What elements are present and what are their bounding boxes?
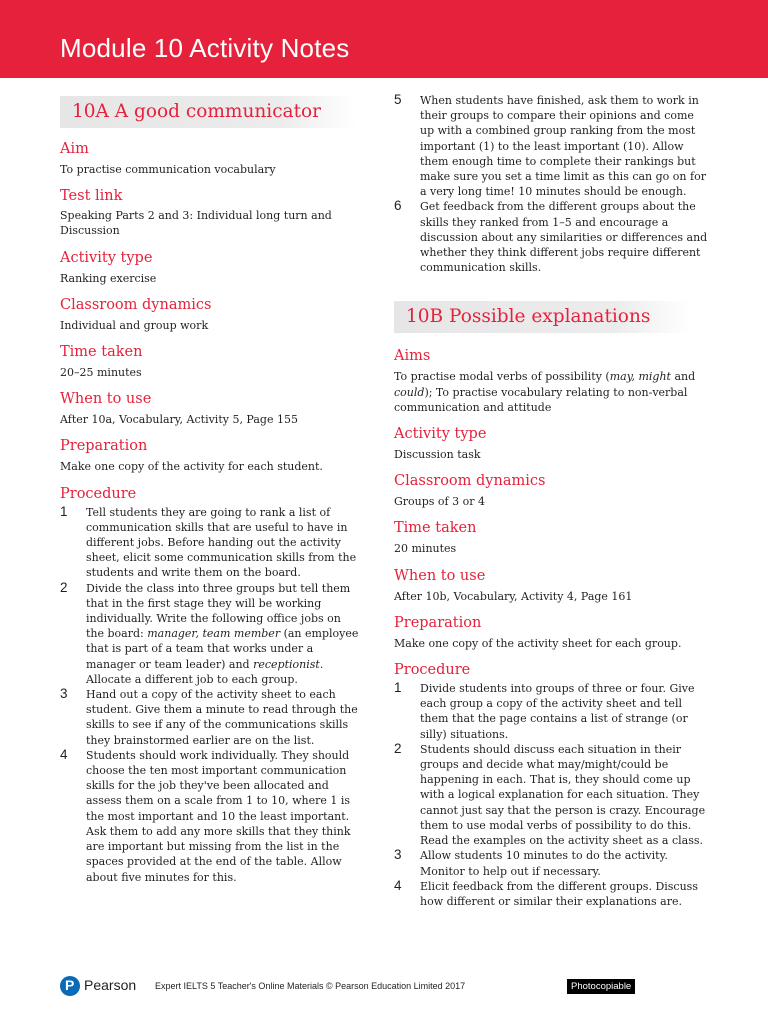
step-text: Students should discuss each situation in their groups and decide what may/might/could be happening in each. That is, they should come up with a logical explanation for each situation. They cannot just say that the person is crazy. Encourage them to use modal verbs of possibility to do this. Read the examples on the activity sheet as a class. [420, 742, 706, 848]
when-to-use-heading: When to use [60, 391, 152, 408]
procedure-heading: Procedure [60, 485, 137, 502]
step-number: 2 [60, 579, 68, 595]
preparation-text: Make one copy of the activity sheet for each group. [394, 636, 682, 650]
procedure-heading: Procedure [394, 662, 471, 679]
step-text: Students should work individually. They should choose the ten most important communication skills for the job they've been allocated and assess them on a scale from 1 to 10, where 1 is the most important and 10 the least important. Ask them to add any more skills that they think are important but missing from the list in the spaces provided at the end of the table. Allow about five minutes for this. [86, 748, 351, 884]
step-number: 3 [394, 847, 402, 863]
activity-type-text: Ranking exercise [60, 271, 157, 285]
step-text: Divide the class into three groups but tell them that in the first stage they will be working individually. Write the following office jobs on the board: manager, team member (an employee that is part of a team that works under a manager or team leader) and receptionist. Allocate a different job to each group. [86, 581, 359, 686]
column-left [60, 96, 360, 885]
list-item [394, 879, 710, 909]
page-title: Module 10 Activity Notes [60, 33, 350, 63]
time-taken-text: 20 minutes [394, 542, 457, 556]
classroom-dynamics-heading: Classroom dynamics [394, 473, 546, 490]
procedure-list [60, 505, 360, 885]
column-right [394, 93, 710, 909]
activity-type-heading: Activity type [394, 426, 487, 443]
test-link-text: Speaking Parts 2 and 3: Individual long turn and Discussion [60, 209, 332, 238]
list-item [394, 848, 710, 878]
preparation-heading: Preparation [394, 614, 482, 631]
procedure-list-continued [394, 93, 710, 275]
step-number: 1 [60, 503, 68, 519]
time-taken-text: 20–25 minutes [60, 366, 142, 380]
classroom-dynamics-text: Groups of 3 or 4 [394, 495, 485, 509]
list-item [394, 681, 710, 742]
list-item [60, 687, 360, 748]
classroom-dynamics-heading: Classroom dynamics [60, 296, 212, 313]
time-taken-heading: Time taken [60, 344, 143, 361]
classroom-dynamics-text: Individual and group work [60, 318, 209, 332]
when-to-use-text: After 10a, Vocabulary, Activity 5, Page 155 [60, 413, 298, 427]
copyright-note: Expert IELTS 5 Teacher's Online Materials © Pearson Education Limited 2017 [155, 981, 466, 991]
time-taken-heading: Time taken [394, 520, 477, 537]
activity-type-text: Discussion task [394, 448, 481, 462]
header-banner [0, 0, 768, 78]
step-number: 5 [394, 92, 402, 107]
step-text: Divide students into groups of three or four. Give each group a copy of the activity sheet and tell them that the page contains a list of strange (or silly) situations. [420, 682, 695, 741]
procedure-list [394, 681, 710, 909]
aim-text: To practise communication vocabulary [60, 163, 276, 176]
list-item [60, 505, 360, 581]
list-item [394, 199, 710, 275]
list-item [394, 742, 710, 848]
step-text: Elicit feedback from the different groups. Discuss how different or similar their explanations are. [420, 879, 698, 908]
list-item [60, 581, 360, 687]
aims-heading: Aims [394, 348, 431, 365]
list-item [394, 93, 710, 199]
step-number: 2 [394, 740, 402, 756]
step-number: 1 [394, 680, 402, 696]
step-number: 6 [394, 198, 402, 214]
when-to-use-heading: When to use [394, 567, 486, 584]
step-text: Allow students 10 minutes to do the activity. Monitor to help out if necessary. [420, 849, 668, 878]
step-number: 3 [60, 686, 68, 702]
photocopiable-badge: Photocopiable [567, 979, 635, 994]
preparation-heading: Preparation [60, 438, 148, 455]
pearson-logo-text: Pearson [84, 977, 137, 993]
activity-type-heading: Activity type [60, 249, 153, 266]
aims-text: To practise modal verbs of possibility (may, might and could); To practise vocabulary relating to non-verbal communication and attitude [394, 370, 696, 414]
when-to-use-text: After 10b, Vocabulary, Activity 4, Page 161 [394, 589, 633, 603]
step-text: Get feedback from the different groups about the skills they ranked from 1–5 and encourage a discussion about any similarities or differences and whether they think different jobs require different communication skills. [420, 200, 708, 275]
aim-heading: Aim [60, 141, 89, 157]
step-text: When students have finished, ask them to work in their groups to compare their opinions and come up with a combined group ranking from the most important (1) to the least important (10). Allow them enough time to complete their rankings but make sure you set a time limit as this can go on for a very long time! 10 minutes should be enough. [420, 94, 706, 199]
test-link-heading: Test link [60, 188, 123, 205]
page-footer [60, 976, 710, 1000]
section-10a-title: 10A A good communicator [60, 96, 356, 128]
list-item [60, 748, 360, 885]
step-text: Hand out a copy of the activity sheet to each student. Give them a minute to read through the skills to see if any of the communications skills they brainstormed earlier are on the list. [86, 688, 358, 747]
step-number: 4 [60, 746, 68, 762]
section-10b-title: 10B Possible explanations [394, 301, 690, 333]
pearson-logo-icon [60, 976, 80, 996]
step-number: 4 [394, 877, 402, 893]
pearson-logo-letter: P [65, 977, 75, 993]
preparation-text: Make one copy of the activity for each student. [60, 460, 323, 474]
step-text: Tell students they are going to rank a list of communication skills that are useful to have in different jobs. Before handing out the activity sheet, elicit some communication skills from the students and write them on the board. [86, 505, 357, 580]
